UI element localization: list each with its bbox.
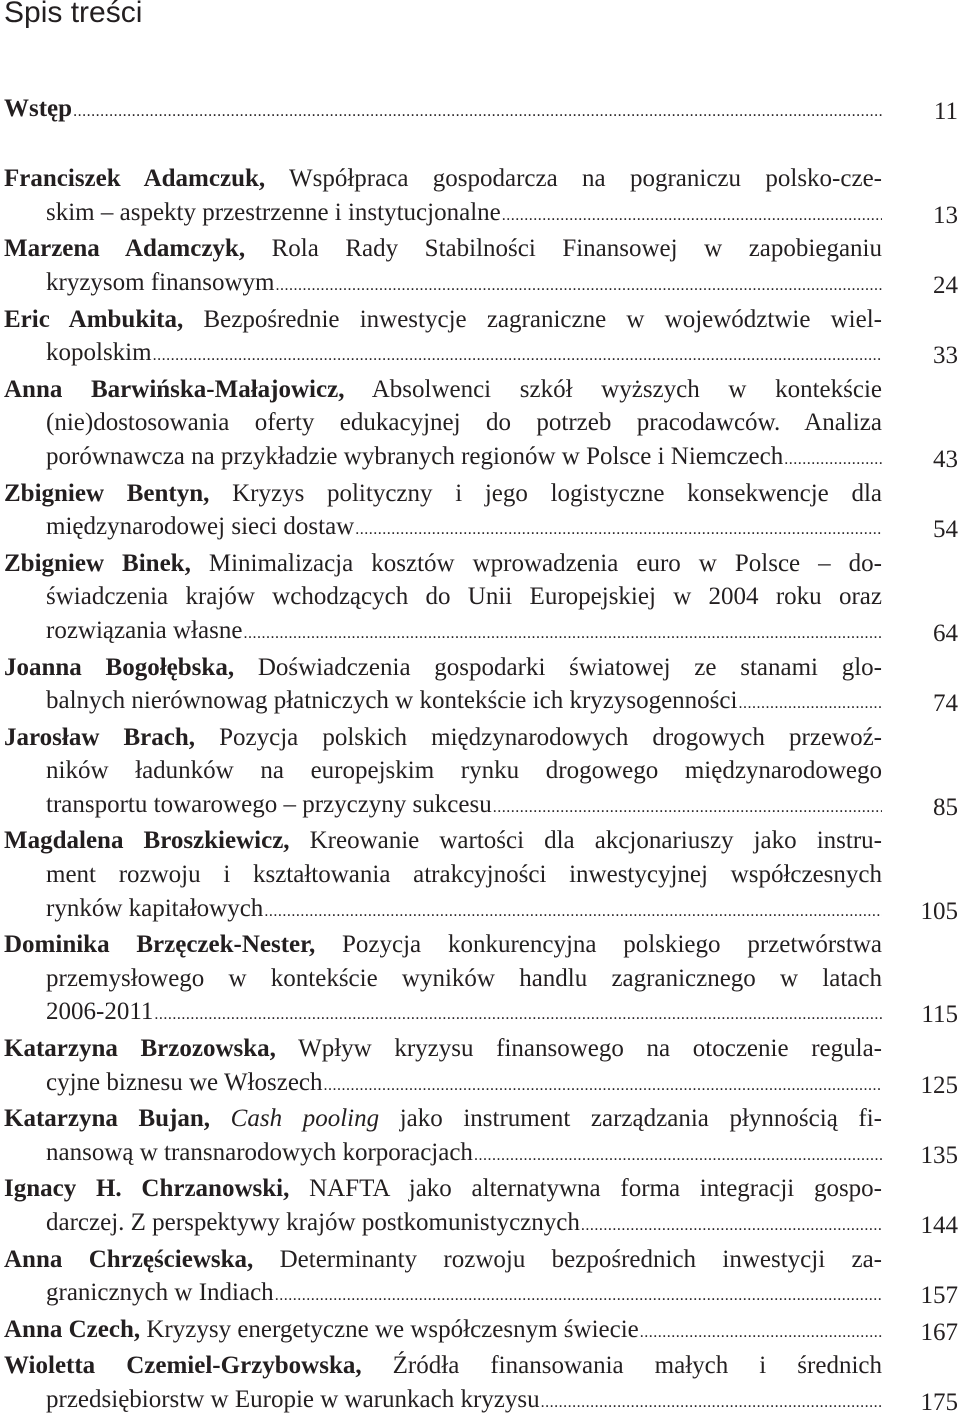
toc-entry-line xyxy=(4,651,882,685)
toc-entry-last-line xyxy=(4,1136,882,1173)
toc-entry-title-end xyxy=(46,440,783,474)
toc-entry-author: Wstęp xyxy=(4,95,73,122)
toc-entry-line xyxy=(4,232,882,266)
toc-entry[interactable] xyxy=(4,1313,958,1350)
toc-entry-title: kopolskim xyxy=(46,339,152,367)
toc-entry[interactable] xyxy=(4,928,958,1032)
toc-entry-line xyxy=(4,1032,882,1066)
toc-entry-last-line xyxy=(4,684,882,721)
toc-entry[interactable] xyxy=(4,162,958,232)
toc-entry-title: przemysłowego w kontekście wyników handlu zagranicznego w latach xyxy=(46,964,882,992)
toc-entry-title: cyjne biznesu we Włoszech xyxy=(46,1068,323,1096)
toc-entry-title-end xyxy=(46,196,501,230)
toc-entry[interactable] xyxy=(4,1032,958,1102)
toc-entry-title: Współpraca gospodarcza na pograniczu polsko-cze- xyxy=(265,165,882,193)
dot-leader xyxy=(541,1386,882,1420)
toc-entry-title: międzynarodowej sieci dostaw xyxy=(46,513,355,541)
dot-leader xyxy=(581,1209,882,1243)
toc-entry-page-number: 33 xyxy=(933,342,958,370)
toc-entry-line xyxy=(4,824,882,858)
toc-entry-line xyxy=(4,721,882,755)
toc-entry[interactable] xyxy=(4,232,958,302)
toc-entry-title: ment rozwoju i kształtowania atrakcyjności inwestycyjnej współczesnych xyxy=(46,861,882,889)
toc-entry[interactable] xyxy=(4,92,958,129)
toc-entry-title: skim – aspekty przestrzenne i instytucjonalne xyxy=(46,198,501,226)
toc-entry-author: Katarzyna Bujan, xyxy=(4,1105,211,1133)
toc-entry-title-end xyxy=(46,510,354,544)
toc-entry-title-end xyxy=(4,92,72,126)
toc-entry-title: NAFTA jako alternatywna forma integracji gospo- xyxy=(289,1175,882,1203)
toc-entry-page-number: 24 xyxy=(933,271,958,299)
dot-leader xyxy=(275,1279,882,1313)
dot-leader xyxy=(640,1316,882,1350)
toc-entry-title: Minimalizacja kosztów wprowadzenia euro w Polsce – do- xyxy=(190,549,882,577)
toc-entry-line xyxy=(4,928,882,962)
toc-entry-title-end xyxy=(46,684,737,718)
page-title: Spis treści xyxy=(4,0,143,29)
toc-entry[interactable] xyxy=(4,1243,958,1313)
toc-entry-line xyxy=(4,303,882,337)
toc-entry-title-end xyxy=(46,995,153,1029)
dot-leader xyxy=(154,998,882,1032)
toc-entry-last-line xyxy=(4,788,882,825)
toc-entry-title-end xyxy=(4,1313,639,1347)
toc-entry-line xyxy=(4,580,882,614)
toc-entry-line xyxy=(4,547,882,581)
toc-entry-title: Kryzys polityczny i jego logistyczne konsekwencje dla xyxy=(209,479,883,507)
toc-entry-title: transportu towarowego – przyczyny sukcesu xyxy=(46,790,492,818)
toc-entry[interactable] xyxy=(4,303,958,373)
toc-entry-line xyxy=(4,406,882,440)
toc-entry-title-end xyxy=(46,1276,274,1310)
toc-entry-page-number: 105 xyxy=(920,897,958,925)
toc-entry-title: ników ładunków na europejskim rynku drogowego międzynarodowego xyxy=(46,757,882,785)
toc-entry-line xyxy=(4,162,882,196)
dot-leader xyxy=(474,1139,882,1173)
toc-entry-title: Wpływ kryzysu finansowego na otoczenie regula- xyxy=(275,1035,882,1063)
toc-entry[interactable] xyxy=(4,1102,958,1172)
toc-entry[interactable] xyxy=(4,373,958,477)
toc-entry-page-number: 125 xyxy=(920,1071,958,1099)
dot-leader xyxy=(738,687,882,721)
toc-entry-title: kryzysom finansowym xyxy=(46,268,275,296)
toc-entry-author: Eric Ambukita, xyxy=(4,305,184,333)
toc-entry-last-line xyxy=(4,1276,882,1313)
toc-entry-last-line xyxy=(4,1313,882,1350)
toc-entry-page-number: 74 xyxy=(933,690,958,718)
toc-entry-page-number: 115 xyxy=(921,1001,958,1029)
toc-entry-title: Rola Rady Stabilności Finansowej w zapobieganiu xyxy=(245,235,882,263)
toc-entry-title: Kreowanie wartości dla akcjonariuszy jako instru- xyxy=(289,827,882,855)
toc-entry-title: nansową w transnarodowych korporacjach xyxy=(46,1138,473,1166)
toc-entry-page-number: 11 xyxy=(933,98,958,125)
toc-entry-author: Magdalena Broszkiewicz, xyxy=(4,827,290,855)
dot-leader xyxy=(243,617,882,651)
toc-entry-title: rynków kapitałowych xyxy=(46,894,264,922)
toc-entry-last-line xyxy=(4,1066,882,1103)
toc-entry[interactable] xyxy=(4,651,958,721)
toc-entry-title-end xyxy=(46,788,492,822)
dot-leader xyxy=(784,443,882,477)
toc-entry-last-line xyxy=(4,1206,882,1243)
toc-entry[interactable] xyxy=(4,1172,958,1242)
toc-entry-author: Marzena Adamczyk, xyxy=(4,235,246,263)
dot-leader xyxy=(324,1069,882,1103)
toc-entry-line xyxy=(4,1349,882,1383)
toc-entry[interactable] xyxy=(4,477,958,547)
toc-entry-title-end xyxy=(46,614,242,648)
toc-entry[interactable] xyxy=(4,1349,958,1419)
toc-entry-title-end xyxy=(46,266,274,300)
toc-entry-page-number: 175 xyxy=(920,1388,958,1416)
toc-entry-line xyxy=(4,1243,882,1277)
toc-entry-title: darczej. Z perspektywy krajów postkomunistycznych xyxy=(46,1209,580,1236)
toc-entry-author: Anna Chrzęściewska, xyxy=(4,1245,254,1273)
dot-leader xyxy=(153,339,882,373)
toc-entry-line xyxy=(4,373,882,407)
toc-entry-title-end xyxy=(46,892,263,926)
toc-entry-last-line xyxy=(4,440,882,477)
toc-entry-page-number: 85 xyxy=(933,793,958,821)
toc-entry[interactable] xyxy=(4,547,958,651)
dot-leader xyxy=(493,791,882,825)
toc-entry-title: Źródła finansowania małych i średnich xyxy=(361,1352,882,1380)
toc-entry-title: Pozycja konkurencyjna polskiego przetwórstwa xyxy=(315,931,882,959)
toc-entry[interactable] xyxy=(4,721,958,825)
toc-entry-title: przedsiębiorstw w Europie w warunkach kryzysu xyxy=(46,1385,540,1413)
dot-leader xyxy=(502,199,882,233)
table-of-contents xyxy=(4,92,958,1420)
toc-entry-author: Zbigniew Binek, xyxy=(4,549,191,577)
toc-entry-author: Ignacy H. Chrzanowski, xyxy=(4,1175,290,1203)
toc-entry[interactable] xyxy=(4,824,958,928)
toc-entry-title-end xyxy=(46,1136,473,1170)
toc-entry-last-line xyxy=(4,614,882,651)
toc-entry-line xyxy=(4,1172,882,1206)
toc-entry-line xyxy=(4,754,882,788)
toc-entry-last-line xyxy=(4,196,882,233)
toc-entry-page-number: 167 xyxy=(920,1318,958,1346)
toc-entry-title: Kryzysy energetyczne we współczesnym świecie xyxy=(140,1315,639,1343)
toc-entry-line xyxy=(4,477,882,511)
toc-entry-title: świadczenia krajów wchodzących do Unii Europejskiej w 2004 roku oraz xyxy=(46,583,882,611)
toc-entry-title-end xyxy=(46,1066,323,1100)
toc-entry-last-line xyxy=(4,1383,882,1420)
toc-entry-page-number: 135 xyxy=(920,1141,958,1169)
toc-entry-title: Absolwenci szkół wyższych w kontekście xyxy=(344,375,882,403)
toc-entry-page-number: 43 xyxy=(933,445,958,473)
toc-entry-author: Dominika Brzęczek-Nester, xyxy=(4,931,316,959)
dot-leader xyxy=(275,269,882,303)
toc-entry-title-end xyxy=(46,1383,540,1417)
toc-entry-title: 2006-2011 xyxy=(46,998,154,1026)
toc-entry-title-italic: Cash pooling xyxy=(230,1105,380,1133)
toc-entry-author: Zbigniew Bentyn, xyxy=(4,479,210,507)
toc-entry-page-number: 144 xyxy=(920,1212,958,1239)
toc-entry-page-number: 13 xyxy=(933,201,958,229)
toc-entry-last-line xyxy=(4,92,882,129)
dot-leader xyxy=(73,95,882,129)
toc-entry-title: jako instrument zarządzania płynnością fi- xyxy=(379,1105,882,1133)
toc-entry-last-line xyxy=(4,995,882,1032)
toc-entry-page-number: 64 xyxy=(933,619,958,647)
toc-entry-page-number: 157 xyxy=(920,1282,958,1310)
toc-entry-line xyxy=(4,858,882,892)
toc-entry-author: Anna Barwińska-Małajowicz, xyxy=(4,375,345,403)
toc-entry-title-end xyxy=(46,1206,580,1240)
toc-entry-title: porównawcza na przykładzie wybranych regionów w Polsce i Niemczech xyxy=(46,442,784,470)
toc-entry-title: granicznych w Indiach xyxy=(46,1279,274,1307)
toc-entry-title-end xyxy=(46,336,152,370)
toc-entry-title: Determinanty rozwoju bezpośrednich inwestycji za- xyxy=(253,1245,882,1273)
toc-entry-title: Pozycja polskich międzynarodowych drogowych przewoź- xyxy=(195,723,882,751)
toc-entry-title: rozwiązania własne xyxy=(46,616,243,644)
toc-entry-last-line xyxy=(4,892,882,929)
toc-entry-author: Joanna Bogołębska, xyxy=(4,653,235,681)
toc-entry-author: Wioletta Czemiel-Grzybowska, xyxy=(4,1352,362,1380)
toc-entry-author: Franciszek Adamczuk, xyxy=(4,165,266,193)
toc-entry-last-line xyxy=(4,510,882,547)
toc-entry-page-number: 54 xyxy=(933,516,958,544)
toc-entry-title: (nie)dostosowania oferty edukacyjnej do potrzeb pracodawców. Analiza xyxy=(46,409,882,437)
toc-entry-line xyxy=(4,962,882,996)
toc-entry-title: Doświadczenia gospodarki światowej ze stanami glo- xyxy=(234,653,883,681)
toc-entry-author: Katarzyna Brzozowska, xyxy=(4,1035,276,1063)
toc-entry-last-line xyxy=(4,336,882,373)
toc-entry-title: balnych nierównowag płatniczych w kontekście ich kryzysogenności xyxy=(46,687,738,715)
toc-entry-line xyxy=(4,1102,882,1136)
toc-entry-title: Bezpośrednie inwestycje zagraniczne w województwie wiel- xyxy=(183,305,882,333)
toc-entry-author: Anna Czech, xyxy=(4,1315,141,1343)
toc-entry-author: Jarosław Brach, xyxy=(4,723,195,751)
dot-leader xyxy=(355,513,882,547)
toc-entry-last-line xyxy=(4,266,882,303)
dot-leader xyxy=(264,895,882,929)
